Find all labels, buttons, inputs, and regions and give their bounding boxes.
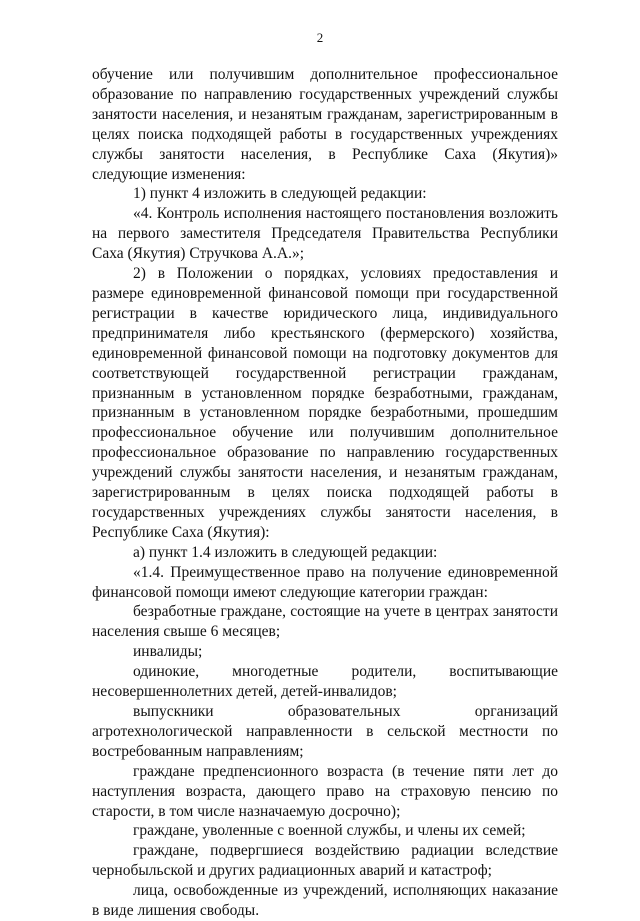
paragraph-item-2: 2) в Положении о порядках, условиях предоставления и размере единовременной финансовой помощи при государственной регистрации в качестве юридического лица, индивидуального предпринимателя либо крестьянского (фермерского) хозяйства, единовременной финансовой помощи на подготовку документов для соответствующей государственной регистрации гражданам, признанным в установленном порядке безработными, гражданам, признанным в установленном порядке безработными, прошедшим профессиональное обучение или получившим дополнительное профессиональное образование по направлению государственных учреждений службы занятости населения, и незанятым гражданам, зарегистрированным в целях поиска подходящей работы в государственных учреждениях службы занятости населения, в Республике Саха (Якутия):	[92, 265, 558, 541]
paragraph-item-1: 1) пункт 4 изложить в следующей редакции:	[133, 185, 427, 203]
paragraph-clause-1-4: «1.4. Преимущественное право на получение единовременной финансовой помощи имеют следующие категории граждан:	[92, 563, 558, 601]
paragraph-subitem-a: а) пункт 1.4 изложить в следующей редакции:	[133, 543, 438, 561]
paragraph-item-4-text: «4. Контроль исполнения настоящего постановления возложить на первого заместителя Председателя Правительства Республики Саха (Якутия) Стручкова А.А.»;	[92, 205, 558, 263]
list-item-graduates: выпускники образовательных организаций агротехнологической направленности в сельской местности по востребованным направлениям;	[92, 703, 558, 760]
document-body	[92, 65, 558, 921]
list-item-pre-retirement: граждане предпенсионного возраста (в течение пяти лет до наступления возраста, дающего право на страховую пенсию по старости, в том числе назначаемую досрочно);	[92, 762, 558, 820]
list-item-unemployed: безработные граждане, состоящие на учете в центрах занятости населения свыше 6 месяцев;	[92, 603, 558, 641]
list-item-radiation: граждане, подвергшиеся воздействию радиации вследствие чернобыльской и других радиационных аварий и катастроф;	[92, 842, 558, 880]
list-item-military: граждане, уволенные с военной службы, и члены их семей;	[133, 822, 526, 840]
list-item-released: лица, освобожденные из учреждений, исполняющих наказание в виде лишения свободы.	[92, 882, 558, 920]
list-item-disabled: инвалиды;	[133, 643, 203, 661]
list-item-single-parents: одинокие, многодетные родители, воспитывающие несовершеннолетних детей, детей-инвалидов;	[92, 663, 558, 701]
page-number: 2	[316, 30, 324, 45]
paragraph-continuation: обучение или получившим дополнительное профессиональное образование по направлению государственных учреждений службы занятости населения, и незанятым гражданам, зарегистрированным в целях поиска подходящей работы в государственных учреждениях службы занятости населения, в Республике Саха (Якутия)» следующие изменения:	[92, 66, 558, 183]
